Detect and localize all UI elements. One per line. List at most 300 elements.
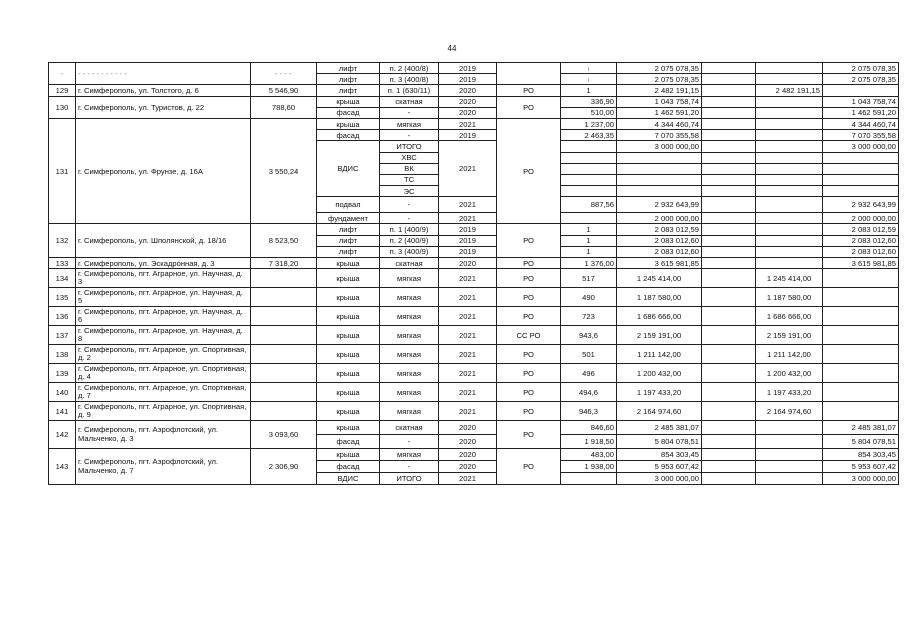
row-col1 — [702, 197, 756, 213]
row-col1 — [702, 449, 756, 461]
row-area: 7 318,20 — [251, 258, 317, 269]
row-col1 — [702, 174, 756, 185]
row-address: г. Симферополь, пгт. Аграрное, ул. Научная, д. 3 — [76, 269, 251, 288]
row-cost: 2 159 191,00 — [617, 326, 702, 345]
row-source: РО — [497, 269, 561, 288]
row-element: лифт — [317, 63, 380, 74]
row-source: РО — [497, 364, 561, 383]
row-col2 — [756, 152, 823, 163]
row-col1 — [702, 213, 756, 224]
table-row — [49, 307, 899, 326]
row-year: 2019 — [439, 130, 497, 141]
row-col2: 1 245 414,00 — [756, 269, 823, 288]
row-col2 — [756, 197, 823, 213]
row-cost: 1 187 580,00 — [617, 288, 702, 307]
row-type: п. 2 (400/9) — [380, 235, 439, 246]
row-col1 — [702, 473, 756, 485]
row-source: РО — [497, 307, 561, 326]
row-col1 — [702, 235, 756, 246]
row-area: 3 550,24 — [251, 118, 317, 224]
row-col1 — [702, 224, 756, 235]
row-cost: 1 211 142,00 — [617, 345, 702, 364]
row-area — [251, 326, 317, 345]
table-row — [49, 85, 899, 96]
row-type: п. 3 (400/9) — [380, 246, 439, 257]
row-qty — [561, 186, 617, 197]
row-col3: 2 932 643,99 — [823, 197, 899, 213]
row-index: 143 — [49, 449, 76, 485]
row-source: РО — [497, 85, 561, 96]
row-area: 5 546,90 — [251, 85, 317, 96]
row-col2: 1 211 142,00 — [756, 345, 823, 364]
table-row — [49, 449, 899, 461]
row-qty: 1 918,50 — [561, 435, 617, 449]
row-address: г. Симферополь, пгт. Аэрофлотский, ул. Мальченко, д. 3 — [76, 421, 251, 449]
row-year: 2021 — [439, 213, 497, 224]
row-col2 — [756, 449, 823, 461]
row-col3 — [823, 326, 899, 345]
row-year: 2019 — [439, 235, 497, 246]
row-address: - - - - - - - - - - - — [76, 63, 251, 85]
row-cost: 2 083 012,59 — [617, 224, 702, 235]
table-row — [49, 63, 899, 74]
row-qty: 943,6 — [561, 326, 617, 345]
row-source: РО — [497, 402, 561, 421]
row-element: фундамент — [317, 213, 380, 224]
row-cost — [617, 152, 702, 163]
row-source: РО — [497, 258, 561, 269]
row-qty — [561, 152, 617, 163]
row-col2 — [756, 63, 823, 74]
row-address: г. Симферополь, пгт. Аграрное, ул. Спортивная, д. 7 — [76, 383, 251, 402]
row-col1 — [702, 85, 756, 96]
table-row — [49, 224, 899, 235]
row-col2 — [756, 461, 823, 473]
row-type: - — [380, 197, 439, 213]
row-type: ТС — [380, 174, 439, 185]
row-year: 2021 — [439, 383, 497, 402]
row-area — [251, 269, 317, 288]
row-element: крыша — [317, 383, 380, 402]
row-col2: 1 197 433,20 — [756, 383, 823, 402]
row-col2: 1 200 432,00 — [756, 364, 823, 383]
row-cost: 3 000 000,00 — [617, 473, 702, 485]
row-col3 — [823, 402, 899, 421]
row-year: 2020 — [439, 258, 497, 269]
row-address: г. Симферополь, пгт. Аграрное, ул. Спортивная, д. 9 — [76, 402, 251, 421]
row-index: 130 — [49, 96, 76, 118]
row-cost: 3 000 000,00 — [617, 141, 702, 152]
row-qty: 723 — [561, 307, 617, 326]
row-col2 — [756, 186, 823, 197]
row-type: ХВС — [380, 152, 439, 163]
row-col1 — [702, 435, 756, 449]
row-col3 — [823, 174, 899, 185]
row-index: 129 — [49, 85, 76, 96]
row-element: ВДИС — [317, 141, 380, 197]
row-col2: 1 686 666,00 — [756, 307, 823, 326]
row-type: п. 1 (400/9) — [380, 224, 439, 235]
row-col1 — [702, 163, 756, 174]
row-col3: 1 043 758,74 — [823, 96, 899, 107]
row-element: фасад — [317, 130, 380, 141]
row-qty: 1 938,00 — [561, 461, 617, 473]
row-year: 2021 — [439, 307, 497, 326]
row-element: крыша — [317, 326, 380, 345]
table-row — [49, 96, 899, 107]
row-year: 2019 — [439, 63, 497, 74]
row-element: крыша — [317, 118, 380, 129]
row-cost — [617, 174, 702, 185]
row-type: - — [380, 461, 439, 473]
row-col2 — [756, 258, 823, 269]
row-col3: 2 083 012,59 — [823, 224, 899, 235]
row-area — [251, 402, 317, 421]
table-row — [49, 364, 899, 383]
row-col1 — [702, 288, 756, 307]
row-qty: 946,3 — [561, 402, 617, 421]
row-address: г. Симферополь, пгт. Аграрное, ул. Научная, д. 8 — [76, 326, 251, 345]
table-row — [49, 258, 899, 269]
row-type: ИТОГО — [380, 473, 439, 485]
row-type: мягкая — [380, 402, 439, 421]
row-col1 — [702, 421, 756, 435]
row-cost: 5 953 607,42 — [617, 461, 702, 473]
row-col3 — [823, 269, 899, 288]
row-address: г. Симферополь, пгт. Аграрное, ул. Спортивная, д. 4 — [76, 364, 251, 383]
row-year: 2019 — [439, 246, 497, 257]
row-col1 — [702, 326, 756, 345]
row-index: - — [49, 63, 76, 85]
row-qty: 846,60 — [561, 421, 617, 435]
row-area: 2 306,90 — [251, 449, 317, 485]
page-number: 44 — [447, 44, 457, 53]
row-col1 — [702, 96, 756, 107]
row-type: мягкая — [380, 345, 439, 364]
row-col2 — [756, 74, 823, 85]
row-address: г. Симферополь, ул. Эскадронная, д. 3 — [76, 258, 251, 269]
row-type: - — [380, 107, 439, 118]
row-col1 — [702, 186, 756, 197]
row-col2 — [756, 246, 823, 257]
row-col3: 1 462 591,20 — [823, 107, 899, 118]
row-element: крыша — [317, 307, 380, 326]
row-type: мягкая — [380, 449, 439, 461]
row-col2 — [756, 224, 823, 235]
row-source: РО — [497, 224, 561, 258]
row-year: 2019 — [439, 74, 497, 85]
row-area — [251, 383, 317, 402]
row-col1 — [702, 107, 756, 118]
row-qty: 336,90 — [561, 96, 617, 107]
table-row — [49, 345, 899, 364]
row-year: 2020 — [439, 421, 497, 435]
row-col3 — [823, 288, 899, 307]
row-year: 2021 — [439, 288, 497, 307]
row-area: 788,60 — [251, 96, 317, 118]
row-element: лифт — [317, 235, 380, 246]
row-type: мягкая — [380, 383, 439, 402]
row-col1 — [702, 141, 756, 152]
row-cost: 1 043 758,74 — [617, 96, 702, 107]
row-area: - - - - — [251, 63, 317, 85]
row-qty — [561, 473, 617, 485]
row-col2 — [756, 163, 823, 174]
row-index: 132 — [49, 224, 76, 258]
row-year: 2021 — [439, 269, 497, 288]
row-element: лифт — [317, 74, 380, 85]
row-col2 — [756, 141, 823, 152]
row-col3: 5 953 607,42 — [823, 461, 899, 473]
row-year: 2020 — [439, 461, 497, 473]
row-year: 2019 — [439, 224, 497, 235]
table-row — [49, 288, 899, 307]
table-row — [49, 118, 899, 129]
row-qty — [561, 174, 617, 185]
row-address: г. Симферополь, пгт. Аграрное, ул. Научная, д. 5 — [76, 288, 251, 307]
row-year: 2021 — [439, 402, 497, 421]
row-cost — [617, 186, 702, 197]
row-qty: 1 — [561, 85, 617, 96]
table-row — [49, 269, 899, 288]
row-source: РО — [497, 118, 561, 224]
row-index: 142 — [49, 421, 76, 449]
row-col1 — [702, 345, 756, 364]
row-col3: 3 615 981,85 — [823, 258, 899, 269]
row-year: 2021 — [439, 141, 497, 197]
row-col1 — [702, 383, 756, 402]
row-type: - — [380, 213, 439, 224]
row-type: п. 3 (400/8) — [380, 74, 439, 85]
row-col3 — [823, 345, 899, 364]
row-type: мягкая — [380, 269, 439, 288]
row-element: лифт — [317, 224, 380, 235]
row-col2 — [756, 174, 823, 185]
row-col1 — [702, 130, 756, 141]
row-element: крыша — [317, 402, 380, 421]
row-qty: 483,00 — [561, 449, 617, 461]
table-row — [49, 383, 899, 402]
row-type: скатная — [380, 96, 439, 107]
row-index: 138 — [49, 345, 76, 364]
row-element: крыша — [317, 269, 380, 288]
row-type: п. 1 (630/11) — [380, 85, 439, 96]
row-cost: 3 615 981,85 — [617, 258, 702, 269]
row-col2 — [756, 435, 823, 449]
row-cost: 2 083 012,60 — [617, 246, 702, 257]
row-qty: 517 — [561, 269, 617, 288]
row-type: мягкая — [380, 364, 439, 383]
row-qty: 1 — [561, 224, 617, 235]
row-qty: 1 376,00 — [561, 258, 617, 269]
row-qty: 510,00 — [561, 107, 617, 118]
row-year: 2020 — [439, 449, 497, 461]
row-type: скатная — [380, 258, 439, 269]
row-address: г. Симферополь, пгт. Аграрное, ул. Научная, д. 6 — [76, 307, 251, 326]
row-type: - — [380, 435, 439, 449]
row-year: 2020 — [439, 85, 497, 96]
row-type: ВК — [380, 163, 439, 174]
row-index: 137 — [49, 326, 76, 345]
row-qty — [561, 213, 617, 224]
row-cost — [617, 163, 702, 174]
row-col1 — [702, 364, 756, 383]
row-qty: ı — [561, 74, 617, 85]
row-col3 — [823, 152, 899, 163]
row-element: крыша — [317, 345, 380, 364]
row-cost: 2 164 974,60 — [617, 402, 702, 421]
row-col1 — [702, 461, 756, 473]
row-qty: 1 — [561, 246, 617, 257]
row-type: мягкая — [380, 326, 439, 345]
table-row — [49, 402, 899, 421]
row-index: 134 — [49, 269, 76, 288]
row-col1 — [702, 152, 756, 163]
row-type: мягкая — [380, 118, 439, 129]
row-cost: 1 197 433,20 — [617, 383, 702, 402]
row-year: 2020 — [439, 96, 497, 107]
row-index: 140 — [49, 383, 76, 402]
row-col3 — [823, 307, 899, 326]
row-col1 — [702, 269, 756, 288]
row-qty: 1 — [561, 235, 617, 246]
row-cost: 2 083 012,60 — [617, 235, 702, 246]
row-col3 — [823, 85, 899, 96]
row-source: РО — [497, 345, 561, 364]
row-cost: 1 686 666,00 — [617, 307, 702, 326]
row-index: 136 — [49, 307, 76, 326]
row-col1 — [702, 258, 756, 269]
row-qty: 490 — [561, 288, 617, 307]
row-qty: ı — [561, 63, 617, 74]
row-col3: 2 083 012,60 — [823, 246, 899, 257]
row-col3: 7 070 355,58 — [823, 130, 899, 141]
row-qty: 1 237,00 — [561, 118, 617, 129]
row-element: фасад — [317, 435, 380, 449]
row-col2 — [756, 235, 823, 246]
row-address: г. Симферополь, пгт. Аграрное, ул. Спортивная, д. 2 — [76, 345, 251, 364]
row-qty: 2 463,35 — [561, 130, 617, 141]
row-source: РО — [497, 421, 561, 449]
row-col3: 2 000 000,00 — [823, 213, 899, 224]
row-source: РО — [497, 449, 561, 485]
row-type: мягкая — [380, 307, 439, 326]
row-col1 — [702, 307, 756, 326]
row-index: 133 — [49, 258, 76, 269]
row-cost: 5 804 078,51 — [617, 435, 702, 449]
row-address: г. Симферополь, ул. Шполянской, д. 18/16 — [76, 224, 251, 258]
row-address: г. Симферополь, ул. Фрунзе, д. 16А — [76, 118, 251, 224]
row-index: 135 — [49, 288, 76, 307]
row-qty — [561, 163, 617, 174]
row-col3: 2 075 078,35 — [823, 63, 899, 74]
row-cost: 7 070 355,58 — [617, 130, 702, 141]
row-col3: 2 485 381,07 — [823, 421, 899, 435]
row-qty: 887,56 — [561, 197, 617, 213]
row-element: подвал — [317, 197, 380, 213]
row-cost: 2 075 078,35 — [617, 63, 702, 74]
row-year: 2021 — [439, 118, 497, 129]
row-source: РО — [497, 96, 561, 118]
row-col3: 3 000 000,00 — [823, 473, 899, 485]
table-row — [49, 421, 899, 435]
row-col1 — [702, 246, 756, 257]
row-type: п. 2 (400/8) — [380, 63, 439, 74]
row-col2 — [756, 421, 823, 435]
row-col2 — [756, 107, 823, 118]
row-area: 3 093,60 — [251, 421, 317, 449]
row-element: лифт — [317, 246, 380, 257]
row-cost: 2 932 643,99 — [617, 197, 702, 213]
row-type: ЭС — [380, 186, 439, 197]
row-source: СС РО — [497, 326, 561, 345]
row-col3: 2 083 012,60 — [823, 235, 899, 246]
row-qty: 494,6 — [561, 383, 617, 402]
row-cost: 1 462 591,20 — [617, 107, 702, 118]
row-col2 — [756, 130, 823, 141]
row-col3 — [823, 163, 899, 174]
row-col1 — [702, 74, 756, 85]
row-cost: 2 075 078,35 — [617, 74, 702, 85]
row-col1 — [702, 402, 756, 421]
row-year: 2020 — [439, 107, 497, 118]
row-element: крыша — [317, 449, 380, 461]
row-cost: 1 245 414,00 — [617, 269, 702, 288]
row-cost: 2 482 191,15 — [617, 85, 702, 96]
row-index: 141 — [49, 402, 76, 421]
row-element: фасад — [317, 107, 380, 118]
row-cost: 1 200 432,00 — [617, 364, 702, 383]
row-type: скатная — [380, 421, 439, 435]
row-qty: 496 — [561, 364, 617, 383]
row-element: ВДИС — [317, 473, 380, 485]
row-col3: 4 344 460,74 — [823, 118, 899, 129]
row-area — [251, 307, 317, 326]
row-col2: 2 159 191,00 — [756, 326, 823, 345]
row-area — [251, 288, 317, 307]
row-element: лифт — [317, 85, 380, 96]
row-element: крыша — [317, 288, 380, 307]
row-col3 — [823, 383, 899, 402]
row-element: фасад — [317, 461, 380, 473]
row-col2 — [756, 213, 823, 224]
row-type: мягкая — [380, 288, 439, 307]
row-col3: 854 303,45 — [823, 449, 899, 461]
row-source: РО — [497, 383, 561, 402]
row-col3 — [823, 186, 899, 197]
row-element: крыша — [317, 96, 380, 107]
row-year: 2021 — [439, 473, 497, 485]
row-col3: 2 075 078,35 — [823, 74, 899, 85]
row-col1 — [702, 63, 756, 74]
row-area — [251, 364, 317, 383]
row-area — [251, 345, 317, 364]
row-address: г. Симферополь, ул. Туристов, д. 22 — [76, 96, 251, 118]
row-year: 2021 — [439, 345, 497, 364]
row-col1 — [702, 118, 756, 129]
row-qty — [561, 141, 617, 152]
row-col2: 1 187 580,00 — [756, 288, 823, 307]
row-col2: 2 482 191,15 — [756, 85, 823, 96]
row-year: 2021 — [439, 364, 497, 383]
row-cost: 4 344 460,74 — [617, 118, 702, 129]
row-col2: 2 164 974,60 — [756, 402, 823, 421]
row-cost: 2 485 381,07 — [617, 421, 702, 435]
row-source — [497, 63, 561, 85]
capital-repair-table — [48, 62, 899, 485]
row-col3: 5 804 078,51 — [823, 435, 899, 449]
row-address: г. Симферополь, ул. Толстого, д. 6 — [76, 85, 251, 96]
